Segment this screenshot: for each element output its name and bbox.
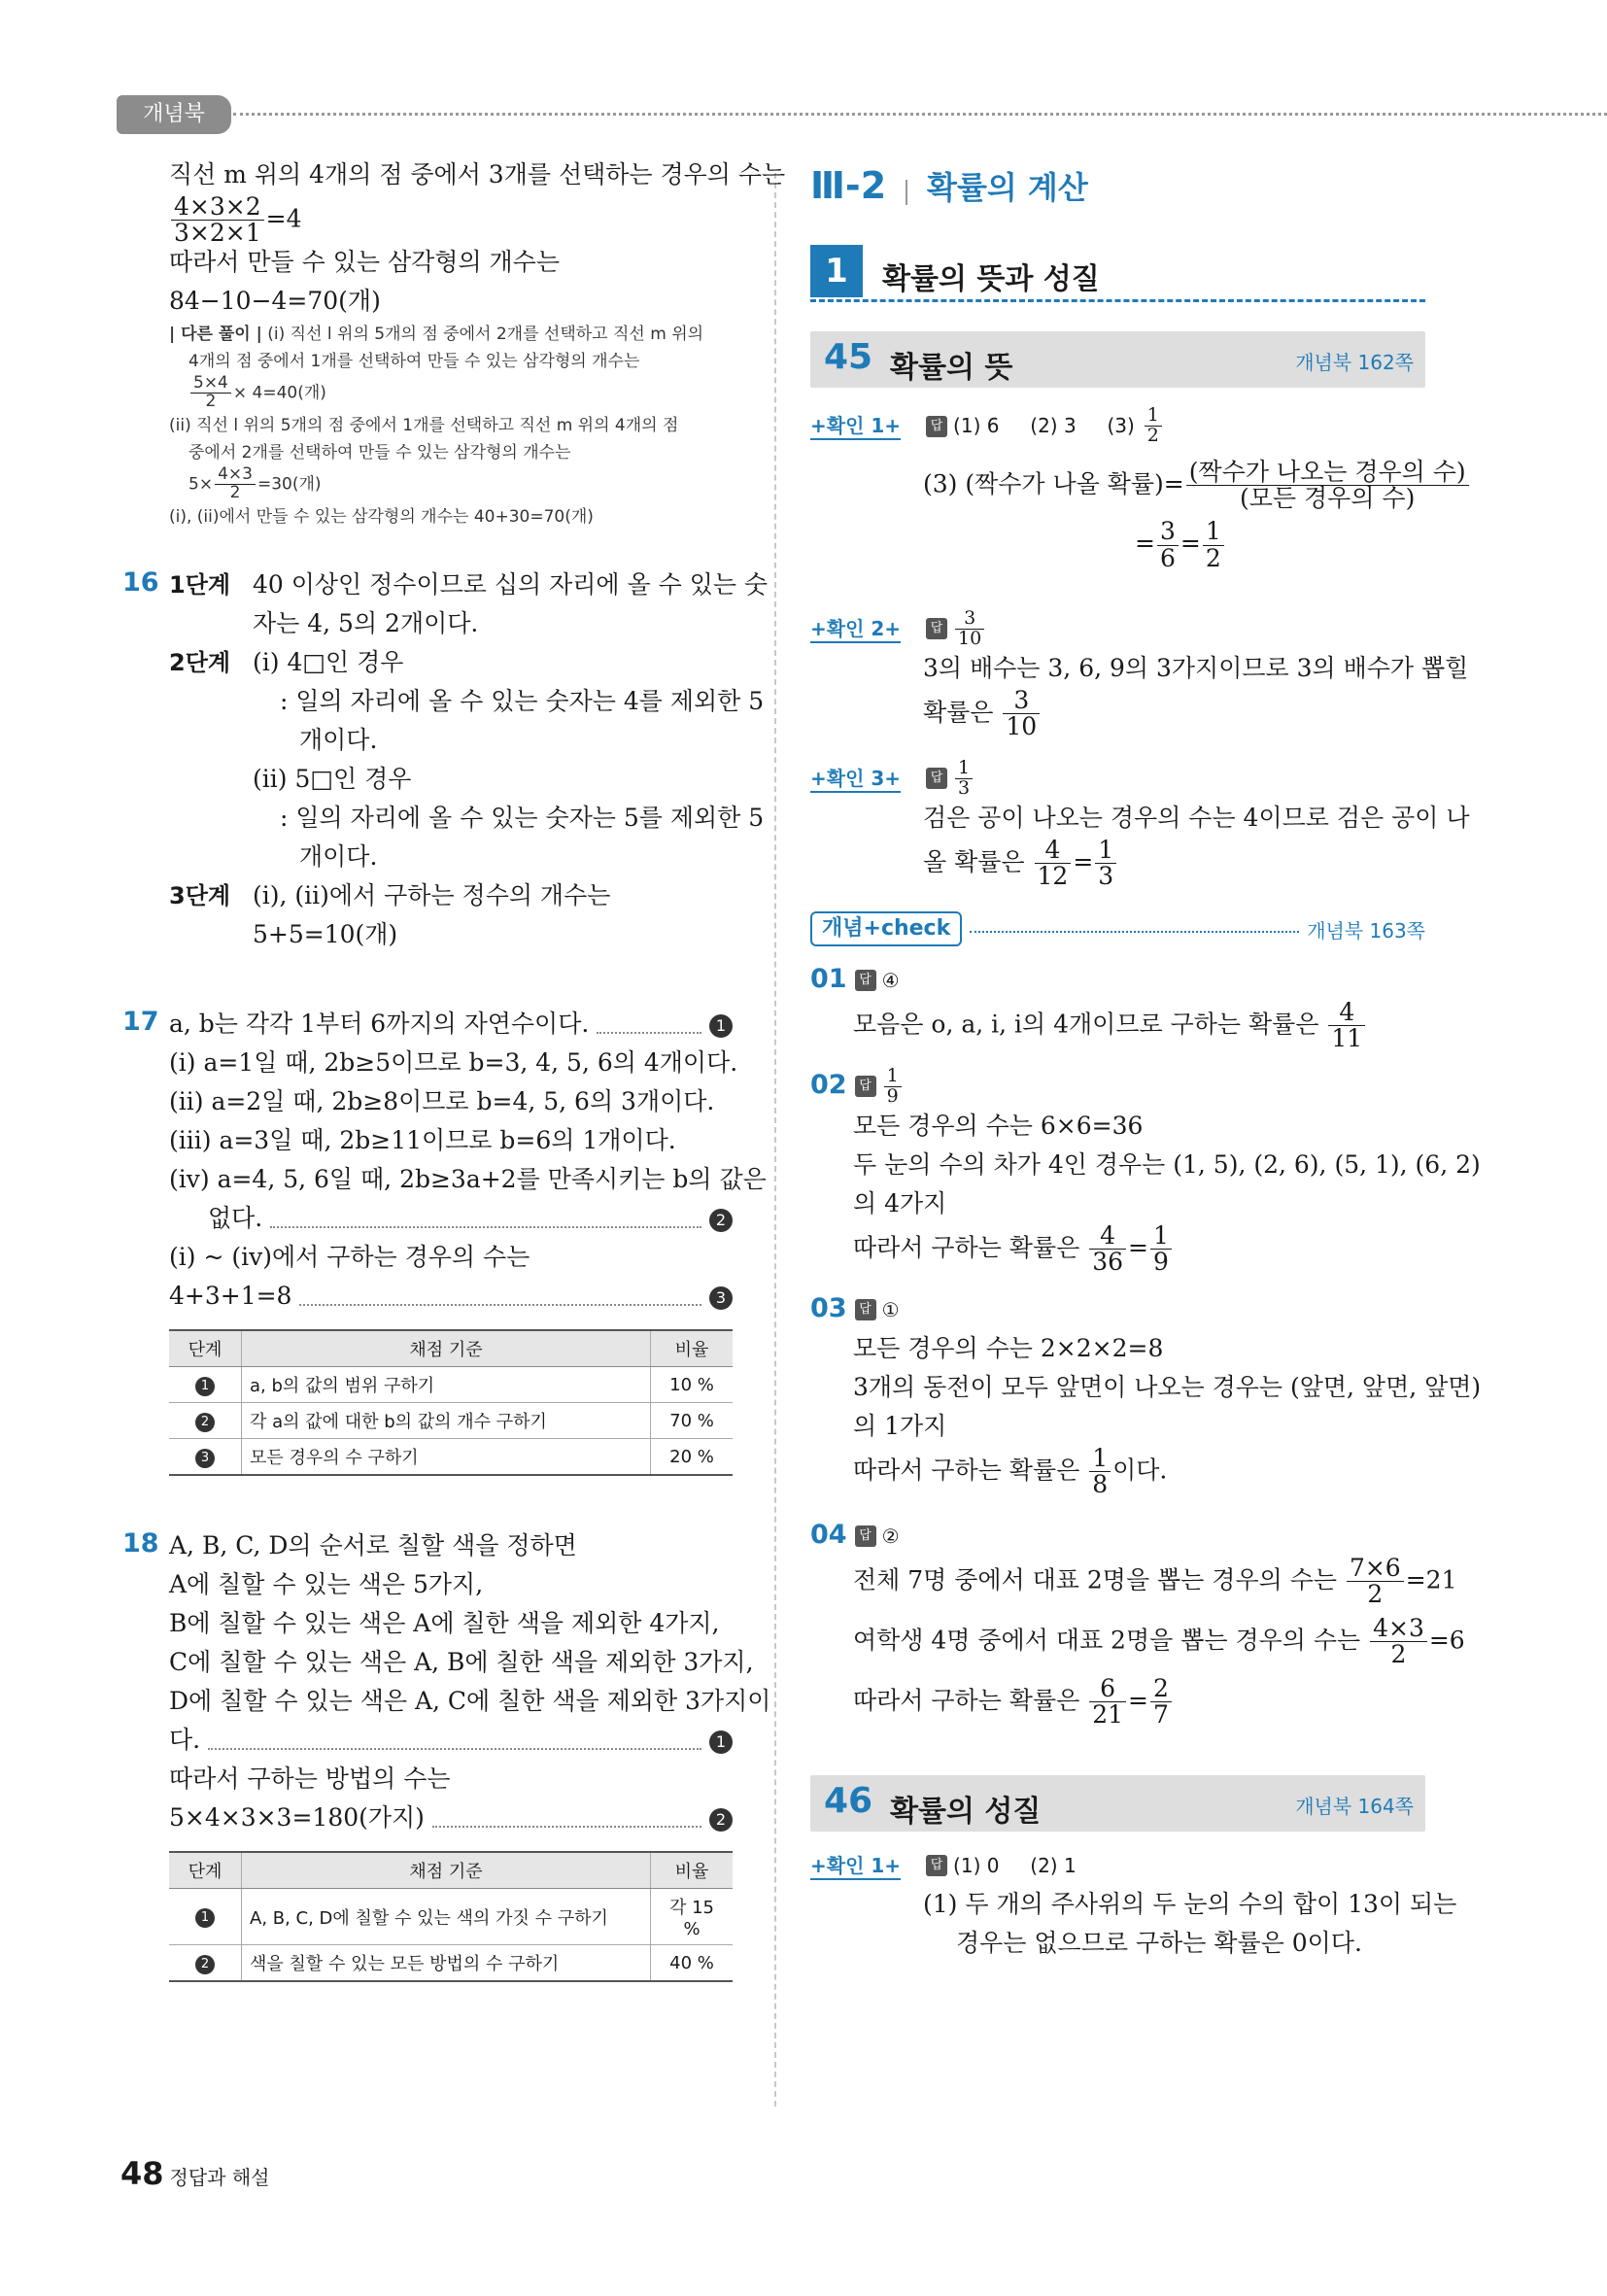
step-label: 1단계 [169, 571, 231, 599]
page-footer [120, 2155, 270, 2192]
problem-number: 17 [122, 1007, 159, 1037]
problem-18: 18 A, B, C, D의 순서로 칠할 색을 정하면 A에 칠할 수 있는 색은 5가지, B에 칠할 수 있는 색은 A에 칠한 색을 제외한 4가지, C에 칠할 수 있는 색은 A, B에 칠한 색을 제외한 3가지, D에 칠할 수 있는 색은 A, C에 칠한 색을 제외한 3가지이 다. 1 따라서 구하는 방법의 수는 5×4×3×3=180(가지) 2 단계 채점 기준 비율 1 A, B, C, D에 칠할 수 있는 색의 가짓 수 구하기 각 15 % 2 색을 칠할 수 있는 모든 방법의 수 구하기 40 % [126, 1526, 738, 1982]
header-dotted-line [233, 113, 1607, 116]
page-ref: 개념북 163쪽 [1307, 918, 1425, 942]
step-label: 2단계 [169, 649, 231, 676]
unit-number: Ⅲ-2 [810, 164, 887, 207]
table-row: 2 각 a의 값에 대한 b의 값의 개수 구하기 70 % [169, 1403, 733, 1439]
problem-number: 18 [122, 1528, 159, 1559]
score-marker: 1 [709, 1014, 733, 1038]
fraction-line: $\frac{4\times 3\times 2}{3\times 2\times 1}$ =4 [169, 194, 738, 243]
problem-number: 16 [122, 567, 159, 598]
grading-table: 단계 채점 기준 비율 1 A, B, C, D에 칠할 수 있는 색의 가짓 수 구하기 각 15 % 2 색을 칠할 수 있는 모든 방법의 수 구하기 40 % [169, 1851, 733, 1982]
score-marker: 2 [709, 1808, 733, 1832]
score-marker: 2 [709, 1209, 733, 1232]
answer-tag: 답 [926, 1855, 947, 1876]
check-tag: +확인 1+ [810, 1854, 901, 1880]
answer-tag: 답 [855, 970, 876, 991]
answer-tag: 답 [926, 618, 947, 639]
table-row: 3 모든 경우의 수 구하기 20 % [169, 1439, 733, 1476]
page-number: 48 [120, 2155, 164, 2192]
question-03: 03 답 ① 모든 경우의 수는 2×2×2=8 3개의 동전이 모두 앞면이 나오는 경우는 (앞면, 앞면, 앞면) 의 1가지 따라서 구하는 확률은 $\frac{1}{8}$ 이다. [810, 1292, 1482, 1498]
topic-bar-45: 45 확률의 뜻 개념북 162쪽 [810, 331, 1425, 388]
problem-16: 16 1단계 40 이상인 정수이므로 십의 자리에 올 수 있는 숫 자는 4, 5의 2개이다. 2단계 (i) 4□인 경우 : 일의 자리에 올 수 있는 숫자는 4를 제외한 5 개이다. (ii) 5□인 경우 : 일의 자리에 올 수 있는 숫자는 5를 제외한 5 개이다. 3단계 (i), (ii)에서 구하는 정수의 개수는 5+5=10(개) [122, 567, 769, 948]
table-row: 2 색을 칠할 수 있는 모든 방법의 수 구하기 40 % [169, 1945, 733, 1982]
problem-17: 17 a, b는 각각 1부터 6까지의 자연수이다. 1 (i) a=1일 때, 2b≥5이므로 b=3, 4, 5, 6의 4개이다. (ii) a=2일 때, 2b≥8이므로 b=4, 5, 6의 3개이다. (iii) a=3일 때, 2b≥11이므로 b=6의 1개이다. (iv) a=4, 5, 6일 때, 2b≥3a+2를 만족시키는 b의 값은 없다. 2 (i) ~ (iv)에서 구하는 경우의 수는 4+3+1=8 3 단계 채점 기준 비율 1 a, b의 값의 범위 구하기 10 % 2 각 a의 값에 대한 b의 값의 개수 구하기 70 % 3 모든 경우의 수 구하기 20 % [126, 1005, 738, 1476]
check-3: +확인 3+ 답 $\frac{1}{3}$ 검은 공이 나오는 경우의 수는 4이므로 검은 공이 나 올 확률은 $\frac{4}{12}$ = $\frac{1}{3}$ [810, 756, 1470, 891]
check-tag: +확인 3+ [810, 767, 901, 793]
question-number: 03 [810, 1292, 847, 1323]
table-row: 1 A, B, C, D에 칠할 수 있는 색의 가짓 수 구하기 각 15 % [169, 1889, 733, 1945]
check-46-1: +확인 1+ 답 (1) 0 (2) 1 (1) 두 개의 주사위의 두 눈의 수의 합이 13이 되는 경우는 없으므로 구하는 확률은 0이다. [810, 1853, 1457, 1957]
question-number: 04 [810, 1519, 847, 1550]
topic-bar-46: 46 확률의 성질 개념북 164쪽 [810, 1775, 1425, 1832]
alternative-solution: | 다른 풀이 | (i) 직선 l 위의 5개의 점 중에서 2개를 선택하고 직선 m 위의 4개의 점 중에서 1개를 선택하여 만들 수 있는 삼각형의 개수는 $\frac{5\times 4}{2}$ × 4=40(개) (ii) 직선 l 위의 5개의 점 중에서 1개를 선택하고 직선 m 위의 4개의 점 중에서 2개를 선택하여 만들 수 있는 삼각형의 개수는 5× $\frac{4\times 3}{2}$ =30(개) (i), (ii)에서 만들 수 있는 삼각형의 개수는 40+30=70(개) [169, 325, 704, 527]
section-title: 확률의 뜻과 성질 [882, 262, 1100, 296]
grading-table: 단계 채점 기준 비율 1 a, b의 값의 범위 구하기 10 % 2 각 a의 값에 대한 b의 값의 개수 구하기 70 % 3 모든 경우의 수 구하기 20 % [169, 1329, 733, 1476]
table-row: 1 a, b의 값의 범위 구하기 10 % [169, 1367, 733, 1403]
check-tag: +확인 2+ [810, 617, 901, 643]
header-tab: 개념북 [117, 95, 231, 134]
answer-tag: 답 [926, 416, 947, 437]
concept-check-heading [810, 911, 1425, 950]
unit-title: 확률의 계산 [927, 169, 1088, 206]
unit-heading [810, 163, 1425, 225]
score-marker: 3 [709, 1286, 733, 1310]
left-column [122, 155, 786, 1982]
answer-tag: 답 [855, 1299, 876, 1320]
question-number: 01 [810, 963, 847, 994]
step-label: 3단계 [169, 882, 231, 909]
question-01: 01 답 ④ 모음은 o, a, i, i의 4개이므로 구하는 확률은 $\frac{4}{11}$ [810, 960, 1425, 1052]
section-heading [810, 245, 1425, 302]
check-tag: +확인 1+ [810, 414, 901, 440]
check-1: +확인 1+ 답 (1) 6 (2) 3 (3) $\frac{1}{2}$ (3) (짝수가 나올 확률)= (짝수가 나오는 경우의 수) (모든 경우의 수) = $\frac{3}{6}$ = $\frac{1}{2}$ [810, 405, 1425, 571]
right-column [810, 155, 1482, 1963]
fraction: $\frac{4\times 3\times 2}{3\times 2\times 1}$ [171, 194, 264, 247]
question-04: 04 답 ② 전체 7명 중에서 대표 2명을 뽑는 경우의 수는 $\frac{7\times 6}{2}$ =21 여학생 4명 중에서 대표 2명을 뽑는 경우의 수는 $\frac{4\times 3}{2}$ =6 따라서 구하는 확률은 $\frac{6}{21}$ = $\frac{2}{7}$ [810, 1519, 1465, 1729]
score-marker: 1 [709, 1731, 733, 1754]
check-2: +확인 2+ 답 $\frac{3}{10}$ 3의 배수는 3, 6, 9의 3가지이므로 3의 배수가 뽑힐 확률은 $\frac{3}{10}$ [810, 607, 1469, 741]
answer-tag: 답 [926, 768, 947, 789]
column-divider [774, 173, 776, 2107]
text-line: 직선 m 위의 4개의 점 중에서 3개를 선택하는 경우의 수는 [169, 160, 786, 188]
question-02: 02 답 $\frac{1}{9}$ 모든 경우의 수는 6×6=36 두 눈의 수의 차가 4인 경우는 (1, 5), (2, 6), (5, 1), (6, 2) 의 4가지 따라서 구하는 확률은 $\frac{4}{36}$ = $\frac{1}{9}$ [810, 1064, 1481, 1276]
answer-tag: 답 [855, 1525, 876, 1547]
concept-check-tag: 개념+check [810, 911, 962, 946]
footer-label: 정답과 해설 [169, 2166, 270, 2189]
section-number: 1 [810, 245, 863, 297]
text-line: 84−10−4=70(개) [169, 287, 381, 315]
question-number: 02 [810, 1069, 847, 1100]
text-line: 따라서 만들 수 있는 삼각형의 개수는 [169, 248, 560, 276]
alt-solution-tag: | 다른 풀이 | [169, 325, 262, 344]
answer-tag: 답 [855, 1076, 876, 1097]
prev-solution [126, 155, 786, 531]
